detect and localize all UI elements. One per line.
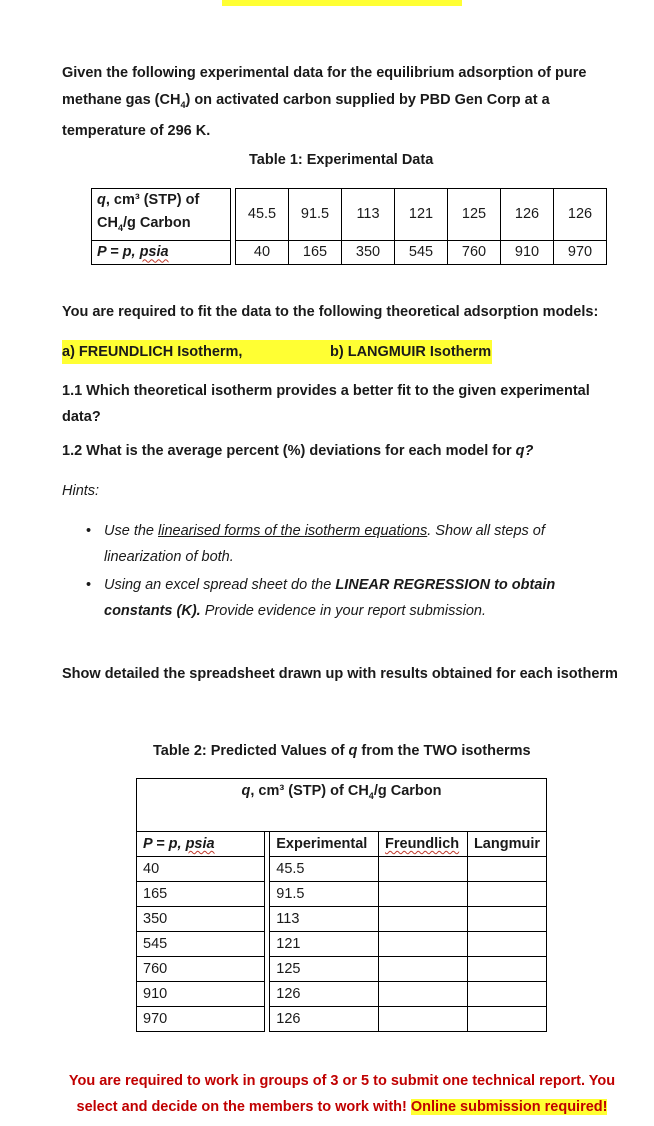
model-a-freundlich: a) FREUNDLICH Isotherm, <box>62 344 243 360</box>
table1-p-cell: 40 <box>236 240 289 264</box>
table-row <box>137 1007 547 1032</box>
table1-q-cell: 126 <box>554 189 607 241</box>
table2-la-cell <box>467 857 546 882</box>
hint1-suffix: . Show all steps of linearization of both. <box>104 523 545 565</box>
table2-col-freundlich: Freundlich <box>379 832 468 857</box>
table2-header: q, cm³ (STP) of $CH_4/g$ Carbon <box>137 779 547 832</box>
table1-caption: Table 1: Experimental Data <box>249 152 434 168</box>
hint2-suffix: Provide evidence in your report submission. <box>204 603 486 619</box>
table1-q-cell: 125 <box>448 189 501 241</box>
table2-p-cell: 40 <box>137 857 265 882</box>
table1-q-cell: 113 <box>342 189 395 241</box>
table2-fr-cell <box>379 957 468 982</box>
footer-notice <box>62 1068 622 1120</box>
question-1-2 <box>62 443 622 459</box>
question-1-2-text: 1.2 What is the average percent (%) deviations for each model for <box>62 443 512 459</box>
table2-fr-cell <box>379 982 468 1007</box>
table2-fr-cell <box>379 1007 468 1032</box>
table2-p-cell: 545 <box>137 932 265 957</box>
table1-q-cell: 121 <box>395 189 448 241</box>
table1-p-label: P = p, psia <box>92 240 231 264</box>
table2-exp-cell: 125 <box>270 957 379 982</box>
top-highlight-band <box>222 0 462 6</box>
table1-p-cell: 350 <box>342 240 395 264</box>
hint1-link: linearised forms of the isotherm equations <box>158 523 428 539</box>
hint-item <box>82 518 622 570</box>
footer-online-submission: Online submission required! <box>410 1099 608 1115</box>
intro-paragraph: Given the following experimental data for the equilibrium adsorption of pure methane gas $(CH_4)$ on activated carbon supplied by PBD Gen Corp at a temperature of 296 K. <box>62 65 587 139</box>
table2-predicted-values <box>136 778 547 1032</box>
hints-list <box>82 518 622 626</box>
table2-exp-cell: 121 <box>270 932 379 957</box>
hints-label: Hints: <box>62 483 100 499</box>
table-row <box>137 957 547 982</box>
table2-exp-cell: 126 <box>270 1007 379 1032</box>
models-row <box>62 340 492 364</box>
table1-p-cell: 165 <box>289 240 342 264</box>
table2-caption: Table 2: Predicted Values of q from the TWO isotherms <box>153 743 531 759</box>
table2-la-cell <box>467 907 546 932</box>
table1-q-cell: 91.5 <box>289 189 342 241</box>
table2-col-langmuir: Langmuir <box>467 832 546 857</box>
table-row <box>137 932 547 957</box>
table1-p-cell: 545 <box>395 240 448 264</box>
table1-q-label: q, cm³ (STP) of $CH_4/g$ Carbon <box>92 189 231 241</box>
table1-p-cell: 910 <box>501 240 554 264</box>
table2-fr-cell <box>379 907 468 932</box>
hint2-prefix: Using an excel spread sheet do the <box>104 577 332 593</box>
table1-p-cell: 760 <box>448 240 501 264</box>
table2-la-cell <box>467 932 546 957</box>
hint1-prefix: Use the <box>104 523 154 539</box>
table1-experimental-data <box>91 188 607 265</box>
table2-p-cell: 165 <box>137 882 265 907</box>
table2-exp-cell: 91.5 <box>270 882 379 907</box>
hint2-bold: LINEAR REGRESSION to obtain constants (K). <box>104 577 556 619</box>
table2-p-cell: 970 <box>137 1007 265 1032</box>
table1-p-cell: 970 <box>554 240 607 264</box>
table2-fr-cell <box>379 932 468 957</box>
table2-exp-cell: 113 <box>270 907 379 932</box>
question-1-1: 1.1 Which theoretical isotherm provides a better fit to the given experimental data? <box>62 383 590 425</box>
show-spreadsheet-instruction: Show detailed the spreadsheet drawn up with results obtained for each isotherm <box>62 666 618 682</box>
bullet-icon: • <box>86 577 92 593</box>
table-row <box>137 907 547 932</box>
table2-p-cell: 350 <box>137 907 265 932</box>
table2-exp-cell: 45.5 <box>270 857 379 882</box>
bullet-icon: • <box>86 523 92 539</box>
table2-col-experimental: Experimental <box>270 832 379 857</box>
table1-q-cell: 126 <box>501 189 554 241</box>
table2-p-cell: 760 <box>137 957 265 982</box>
table2-la-cell <box>467 957 546 982</box>
table1-q-cell: 45.5 <box>236 189 289 241</box>
table2-col-p: P = p, psia <box>137 832 265 857</box>
table2-fr-cell <box>379 857 468 882</box>
table-row <box>137 857 547 882</box>
model-b-langmuir: b) LANGMUIR Isotherm <box>330 344 492 360</box>
hint-item <box>82 572 622 624</box>
question-1-2-variable: q? <box>515 443 534 459</box>
table2-exp-cell: 126 <box>270 982 379 1007</box>
required-instruction: You are required to fit the data to the following theoretical adsorption models: <box>62 304 599 320</box>
table2-la-cell <box>467 882 546 907</box>
table-row <box>137 882 547 907</box>
footer-main-text: You are required to work in groups of 3 or 5 to submit one technical report. You select and decide on the members to work with! <box>68 1073 616 1115</box>
table2-p-cell: 910 <box>137 982 265 1007</box>
table2-fr-cell <box>379 882 468 907</box>
table2-la-cell <box>467 1007 546 1032</box>
table2-la-cell <box>467 982 546 1007</box>
table-row <box>137 982 547 1007</box>
